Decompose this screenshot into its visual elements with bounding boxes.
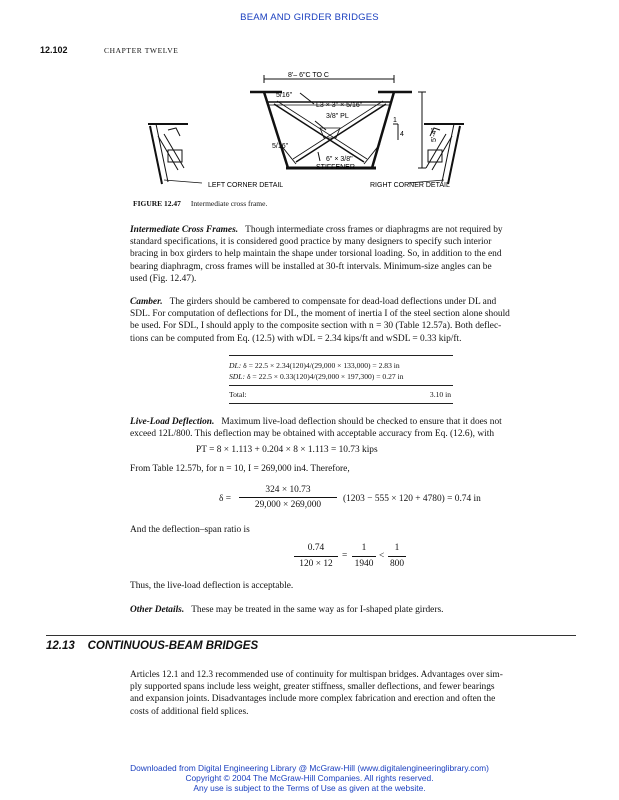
cross-frames-line-2: standard specifications, it is considered good practice by many designers to specify such interior: [130, 237, 492, 248]
ratio-less-than: <: [379, 551, 385, 561]
ratio-numerator-2: 1: [361, 543, 367, 553]
footer-copyright: Copyright © 2004 The McGraw-Hill Companies. All rights reserved.: [185, 773, 434, 783]
delta-denominator: 29,000 × 269,000: [254, 500, 322, 510]
cross-frames-heading: Intermediate Cross Frames.: [130, 225, 239, 235]
continuous-line-3: and expansion joints. Disadvantages include more complex fabrication and erection and often the: [130, 694, 496, 705]
other-details-text: These may be treated in the same way as for I-shaped plate girders.: [191, 605, 444, 615]
figure-number: FIGURE 12.47: [133, 199, 181, 208]
stiffener-label: STIFFENER: [316, 164, 355, 171]
section-title: CONTINUOUS-BEAM BRIDGES: [87, 640, 259, 652]
slope-run-label: 1: [393, 117, 397, 124]
cross-frames-line-3: bracing in box girders to help maintain the shape under torsional loading. So, in addition to the end: [130, 249, 502, 260]
spacing-label: 8'– 6"C TO C: [288, 72, 329, 79]
camber-line-3: be used. For SDL, I should apply to the composite section with n = 30 (Table 12.57a). Both deflec-: [130, 321, 502, 332]
dl-expression: δ = 22.5 × 2.34(120)4/(29,000 × 133,000) = 2.83 in: [243, 361, 400, 370]
right-detail-label: RIGHT CORNER DETAIL: [370, 182, 450, 189]
live-load-paragraph: [130, 416, 559, 440]
sdl-expression: δ = 22.5 × 0.33(120)4/(29,000 × 197,300) = 0.27 in: [246, 372, 404, 381]
delta-equation: [219, 485, 479, 515]
cross-frames-line-5: used (Fig. 12.47).: [130, 273, 197, 284]
figure-caption-text: Intermediate cross frame.: [190, 199, 268, 208]
height-label: 5'-4": [431, 128, 438, 142]
ratio-numerator-1: 0.74: [307, 543, 325, 553]
acceptable-text: Thus, the live-load deflection is acceptable.: [130, 581, 294, 591]
sdl-label: SDL:: [229, 372, 246, 381]
ratio-equals: =: [342, 551, 348, 561]
from-table-text: From Table 12.57b, for n = 10, I = 269,000 in4. Therefore,: [130, 464, 350, 474]
fraction-label-1: 5/16": [276, 92, 293, 99]
footer-download-link[interactable]: Downloaded from Digital Engineering Library @ McGraw-Hill (www.digitalengineeringlibrary.com): [130, 763, 489, 773]
live-load-line-1: Maximum live-load deflection should be checked to ensure that it does not: [221, 417, 502, 427]
slope-rise-label: 4: [400, 131, 404, 138]
section-rule: [46, 635, 576, 636]
left-web: [264, 92, 288, 168]
continuous-line-2: ply supported spans include less weight, greater stiffness, smaller deflections, and fewer bearings: [130, 682, 495, 693]
chapter-title: CHAPTER TWELVE: [104, 46, 179, 55]
other-details-heading: Other Details.: [130, 605, 185, 615]
camber-line-4: tions can be computed from Eq. (12.5) with wDL = 2.34 kips/ft and wSDL = 0.33 kip/ft.: [130, 333, 462, 344]
continuous-line-4: costs of additional field splices.: [130, 706, 249, 717]
cross-frames-line-1: Though intermediate cross frames or diaphragms are not required by: [245, 225, 503, 235]
ratio-denominator-1: 120 × 12: [299, 559, 333, 569]
ratio-intro: And the deflection–span ratio is: [130, 525, 250, 535]
dl-label: DL:: [229, 361, 242, 370]
sdl-row: [229, 371, 453, 382]
plate-label: 3/8" PL: [326, 113, 349, 120]
continuous-paragraph: [130, 669, 559, 718]
ratio-numerator-3: 1: [394, 543, 400, 553]
delta-numerator: 324 × 10.73: [265, 485, 311, 495]
ratio-denominator-2: 1940: [354, 559, 374, 569]
live-load-heading: Live-Load Deflection.: [130, 417, 215, 427]
angle-label: L3 × 3" × 5/16": [316, 102, 363, 109]
delta-rhs: (1203 − 555 × 120 + 4780) = 0.74 in: [343, 494, 481, 504]
left-corner-detail: [148, 124, 202, 184]
continuous-line-1: Articles 12.1 and 12.3 recommended use of continuity for multispan bridges. Advantages over sim-: [130, 670, 503, 680]
left-detail-label: LEFT CORNER DETAIL: [208, 182, 284, 189]
running-header: BEAM AND GIRDER BRIDGES: [240, 12, 379, 23]
cross-frames-line-4: bearing diaphragm, cross frames will be installed at 30-ft intervals. Minimum-size angles can be: [130, 261, 492, 272]
ratio-equation: [294, 543, 404, 573]
delta-lhs: δ =: [219, 494, 232, 504]
other-details-paragraph: [130, 604, 559, 616]
live-load-line-2: exceed 12L/800. This deflection may be obtained with acceptable accuracy from Eq. (12.6), with: [130, 429, 495, 440]
camber-paragraph: [130, 296, 559, 345]
cross-frames-paragraph: [130, 224, 559, 285]
footer: [0, 763, 619, 793]
figure-caption: [133, 199, 267, 208]
stiffener-size-label: 6" × 3/8": [326, 156, 353, 163]
section-number: 12.13: [46, 640, 75, 652]
page-number: 12.102: [40, 45, 68, 55]
camber-line-2: SDL. For computation of deflections for DL, the moment of inertia I of the steel section alone should: [130, 309, 510, 320]
right-web: [372, 92, 394, 168]
fraction-label-2: 5/16": [272, 143, 289, 150]
deflection-table: [229, 355, 453, 404]
ratio-denominator-3: 800: [389, 559, 405, 569]
pt-equation: PT = 8 × 1.113 + 0.204 × 8 × 1.113 = 10.73 kips: [196, 445, 378, 455]
cross-frame-figure: [140, 66, 470, 196]
total-row: [229, 389, 453, 400]
dl-row: [229, 360, 453, 371]
camber-line-1: The girders should be cambered to compensate for dead-load deflections under DL and: [169, 297, 497, 307]
total-value: 3.10 in: [429, 390, 451, 399]
camber-heading: Camber.: [130, 297, 163, 307]
section-heading: [46, 640, 258, 652]
footer-terms: Any use is subject to the Terms of Use as given at the website.: [193, 783, 426, 793]
total-label: Total:: [229, 390, 247, 399]
